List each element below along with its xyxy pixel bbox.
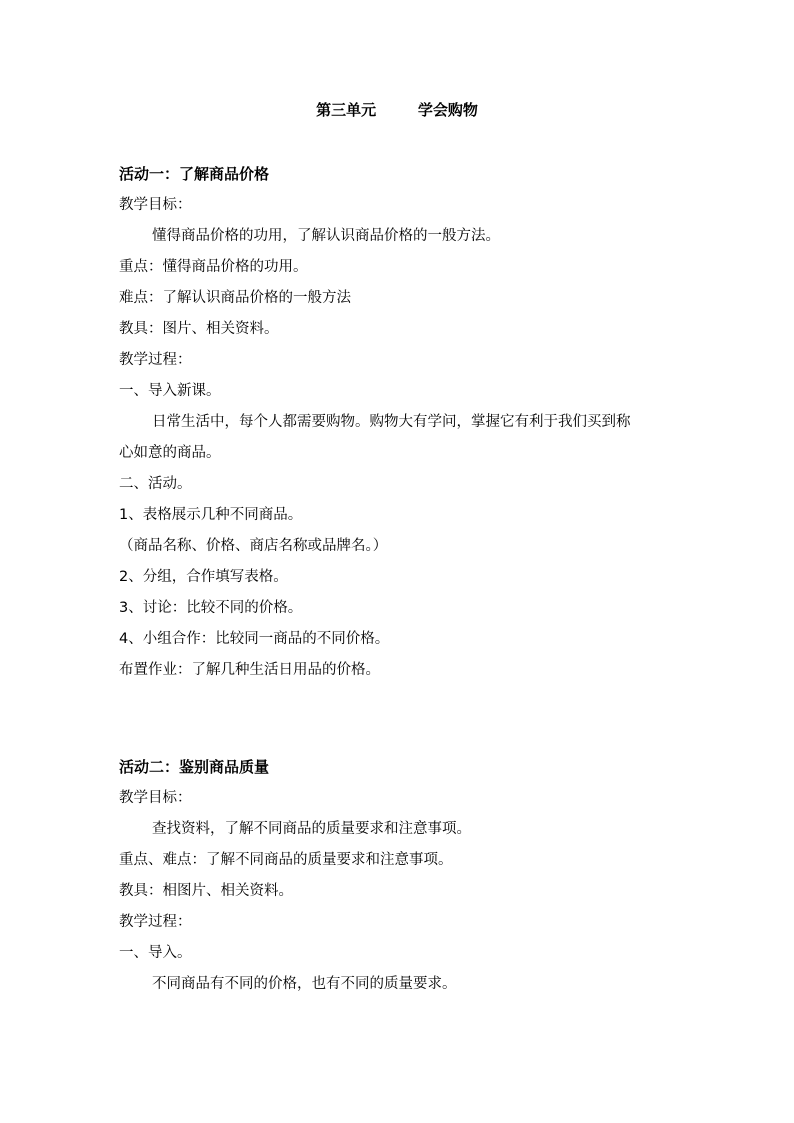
- activity-one-item-4: 4、小组合作：比较同一商品的不同价格。: [119, 631, 390, 647]
- activity-one-item-2: 2、分组，合作填写表格。: [119, 569, 288, 585]
- activity-one-process-label: 教学过程：: [119, 352, 192, 368]
- activity-one-goal-text: 懂得商品价格的功用，了解认识商品价格的一般方法。: [152, 228, 500, 244]
- activity-two-goal-text: 查找资料，了解不同商品的质量要求和注意事项。: [152, 821, 471, 837]
- activity-one-intro-text-line1: 日常生活中，每个人都需要购物。购物大有学问，掌握它有利于我们买到称: [152, 414, 631, 430]
- activity-two-step-intro: 一、导入。: [119, 945, 192, 961]
- activity-one-step-intro: 一、导入新课。: [119, 383, 221, 399]
- activity-one-heading: 活动一：了解商品价格: [119, 165, 270, 183]
- activity-two-section: [119, 752, 699, 1000]
- activity-two-tools: 教具：相图片、相关资料。: [119, 883, 293, 899]
- activity-two-intro-text: 不同商品有不同的价格，也有不同的质量要求。: [152, 976, 457, 992]
- activity-two-process-label: 教学过程：: [119, 914, 192, 930]
- activity-one-section: [119, 159, 699, 686]
- activity-one-item-3: 3、讨论：比较不同的价格。: [119, 600, 303, 616]
- activity-one-intro-text-line2: 心如意的商品。: [119, 445, 221, 461]
- activity-one-tools: 教具：图片、相关资料。: [119, 321, 279, 337]
- activity-one-item-1-note: （商品名称、价格、商店名称或品牌名。）: [119, 538, 388, 554]
- activity-two-key-point: 重点、难点：了解不同商品的质量要求和注意事项。: [119, 852, 453, 868]
- activity-one-item-1: 1、表格展示几种不同商品。: [119, 507, 303, 523]
- activity-one-homework: 布置作业：了解几种生活日用品的价格。: [119, 662, 380, 678]
- activity-one-step-activity: 二、活动。: [119, 476, 192, 492]
- activity-two-goal-label: 教学目标：: [119, 790, 192, 806]
- activity-one-key-point: 重点：懂得商品价格的功用。: [119, 259, 308, 275]
- activity-one-difficulty: 难点：了解认识商品价格的一般方法: [119, 290, 351, 306]
- unit-title: 第三单元 学会购物: [316, 101, 478, 119]
- activity-one-goal-label: 教学目标：: [119, 197, 192, 213]
- activity-two-heading: 活动二：鉴别商品质量: [119, 758, 270, 776]
